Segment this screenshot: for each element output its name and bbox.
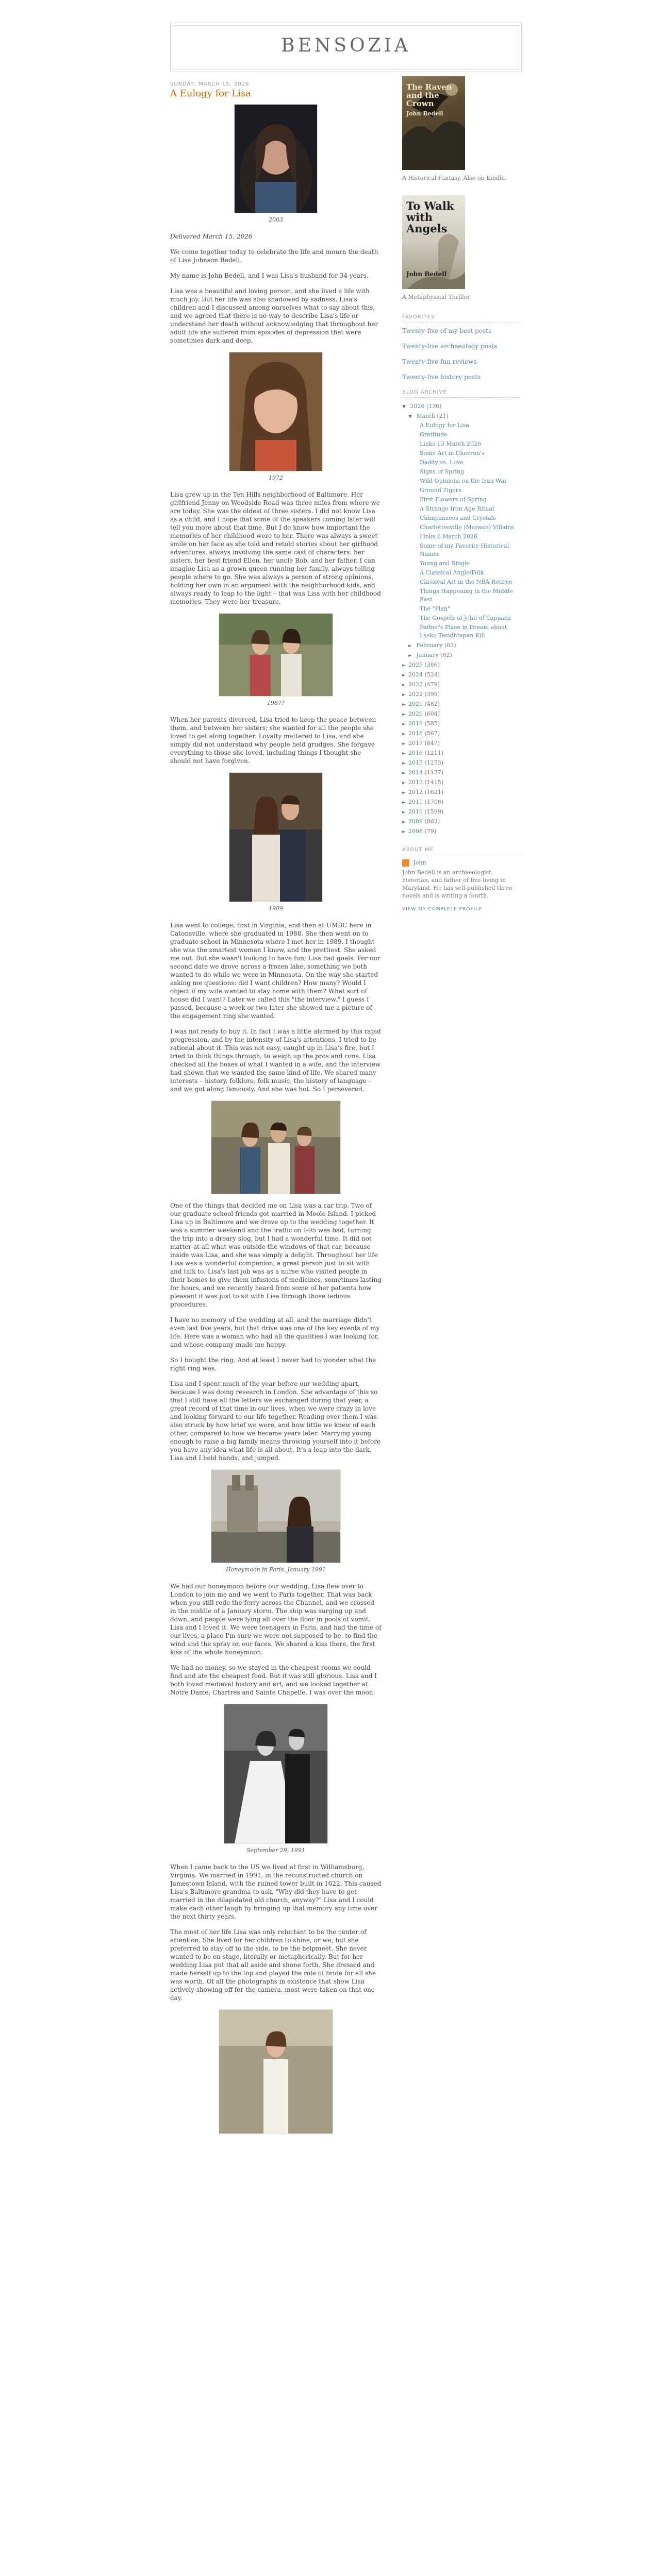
- post-paragraph: Lisa went to college, first in Virginia, and then at UMBC here in Catonsville, where she graduated in 1988. She then went on to graduate school in Minnesota where I met her in 1989. I thought she was the smartest woman I knew, and the prettiest. She asked me out. But she wasn't looking to have fun; Lisa had goals. For our second date we drove across a frozen lake, something we both wanted to do while we were in Minnesota. On the way she started asking me questions: did I want children? How many? Would I object if my wife wanted to stay home with them? What sort of house did I want? Later we called this "the interview." I guess I passed, because a week or two later she showed me a picture of the engagement ring she wanted.: [170, 922, 380, 1020]
- archive-month-link[interactable]: February: [416, 642, 443, 649]
- archive-month[interactable]: [402, 651, 521, 660]
- about-text: John Bedell is an archaeologist, historian, and father of five living in Maryland. He has self-published three novels and is writing a fourth.: [402, 869, 512, 899]
- archive-post-link[interactable]: A Classical Angle/Folk: [420, 569, 484, 576]
- archive-post-link[interactable]: Classical Art in the NBA Retiree: [420, 579, 512, 585]
- archive-post-link[interactable]: Things Happening in the Middle East: [420, 588, 513, 603]
- post-title[interactable]: A Eulogy for Lisa: [170, 88, 251, 99]
- archive-count: (567): [424, 730, 440, 737]
- archive-year-link[interactable]: 2017: [408, 740, 423, 747]
- book-author: John Bedell: [406, 110, 443, 117]
- archive-year[interactable]: [402, 758, 521, 768]
- triangle-right-icon[interactable]: ►: [402, 702, 406, 707]
- archive-count: (62): [440, 652, 452, 658]
- triangle-right-icon[interactable]: ►: [402, 673, 406, 678]
- post-paragraph: We come together today to celebrate the life and mourn the death of Lisa Johnson Bedell.: [170, 248, 378, 264]
- archive-month-current[interactable]: [402, 412, 521, 421]
- archive-post-link[interactable]: Some of my Favorite Historical Names: [420, 543, 509, 557]
- triangle-right-icon[interactable]: ►: [402, 800, 406, 805]
- archive-year-link[interactable]: 2019: [408, 720, 423, 727]
- triangle-down-icon[interactable]: ▼: [408, 414, 412, 419]
- post-paragraph: I have no memory of the wedding at all, and the marriage didn't even last five years, but that drive was one of the key events of my life. Here was a woman who had all the qualities I was looking for, and whose company made me happy.: [170, 1316, 380, 1348]
- book-description: A Historical Fantasy. Also on Kindle.: [402, 175, 507, 181]
- triangle-right-icon[interactable]: ►: [402, 751, 406, 756]
- post-photo[interactable]: [234, 104, 318, 213]
- favorite-link[interactable]: Twenty-five of my best posts: [402, 327, 492, 334]
- archive-count: (1273): [424, 759, 444, 766]
- post-photo[interactable]: [219, 2009, 333, 2134]
- wedding-photo-art: [224, 1704, 327, 1843]
- archive-count: (479): [424, 681, 440, 688]
- triangle-right-icon[interactable]: ►: [402, 781, 406, 786]
- archive-post-link[interactable]: Links 6 March 2026: [420, 533, 478, 540]
- photo-caption: 1987?: [267, 700, 285, 706]
- profile-link[interactable]: VIEW MY COMPLETE PROFILE: [402, 907, 482, 912]
- photo-caption-spacer: [170, 1194, 382, 1196]
- triangle-right-icon[interactable]: ►: [402, 712, 406, 717]
- archive-post-link[interactable]: A Eulogy for Lisa: [420, 422, 469, 429]
- portrait-photo-art: [235, 105, 317, 213]
- triangle-right-icon[interactable]: ►: [402, 790, 406, 795]
- archive-post-link[interactable]: Gratitude: [420, 431, 448, 438]
- blog-header-inner: [173, 25, 519, 70]
- triangle-right-icon[interactable]: ►: [402, 692, 406, 698]
- archive-year-link[interactable]: 2010: [408, 808, 423, 815]
- archive-post-list: [402, 421, 521, 640]
- archive-heading: BLOG ARCHIVE: [402, 389, 521, 398]
- archive-year[interactable]: [402, 739, 521, 749]
- archive-count: (1415): [424, 779, 444, 786]
- triangle-right-icon[interactable]: ►: [402, 771, 406, 776]
- post-photo[interactable]: [229, 772, 323, 902]
- book-title: The Raven and the Crown: [406, 82, 452, 108]
- delivered-note: Delivered March 15, 2026: [170, 233, 253, 240]
- archive-post-link[interactable]: Young and Single: [420, 560, 470, 567]
- photo-caption: September 29, 1991: [246, 1847, 305, 1854]
- archive-post-link[interactable]: Links 13 March 2026: [420, 440, 482, 447]
- archive-year[interactable]: [402, 827, 521, 837]
- archive-year[interactable]: [402, 798, 521, 807]
- archive-year-link[interactable]: 2008: [408, 828, 423, 835]
- archive-year-link[interactable]: 2015: [408, 759, 423, 766]
- archive-year-link[interactable]: 2016: [408, 750, 423, 756]
- archive-year[interactable]: [402, 660, 521, 670]
- archive-post-link[interactable]: Chimpanzees and Crystals: [420, 515, 496, 521]
- post-photo[interactable]: [211, 1100, 341, 1194]
- post-paragraph: When I came back to the US we lived at first in Williamsburg, Virginia. We married in 1991, in the reconstructed church on Jamestown Island, with the ruined tower built in 1622. This caused Lisa's Baltimore grandma to ask, "Why did they have to get married in the dilapidated old church, anyway?" Lisa and I could make each other laugh by bringing up that memory any time over the next thirty years.: [170, 1863, 382, 1920]
- blog-title-link[interactable]: BENSOZIA: [281, 35, 411, 56]
- archive-count: (847): [424, 740, 440, 747]
- archive-count: (1621): [424, 789, 444, 795]
- archive-count: (524): [424, 671, 440, 678]
- archive-year-current[interactable]: [402, 402, 521, 412]
- archive-year-list: [402, 660, 521, 837]
- archive-year[interactable]: [402, 700, 521, 709]
- family-photo-art: [219, 2010, 333, 2133]
- post-photo[interactable]: [211, 1469, 341, 1563]
- archive-count: (136): [426, 403, 442, 410]
- triangle-right-icon[interactable]: ►: [402, 810, 406, 815]
- archive-year-link[interactable]: 2009: [408, 818, 423, 825]
- post-paragraph: So I bought the ring. And at least I never had to wonder what the right ring was.: [170, 1357, 376, 1372]
- group-photo-art: [211, 1101, 340, 1194]
- favorites-heading: FAVORITES: [402, 314, 521, 323]
- archive-year-link[interactable]: 2026: [410, 403, 425, 410]
- favorite-link[interactable]: Twenty-five fun reviews: [402, 358, 477, 365]
- archive-count: (386): [424, 662, 440, 668]
- archive-year-link[interactable]: 2021: [408, 701, 423, 707]
- book-title: To Walk with Angels: [406, 199, 454, 235]
- about-header: [402, 859, 521, 867]
- archive-year[interactable]: [402, 680, 521, 690]
- favorite-link[interactable]: Twenty-five history posts: [402, 374, 481, 381]
- archive-count: (21): [437, 413, 449, 419]
- post-paragraph: The most of her life Lisa was only reluctant to be the center of attention. She lived for her children to shine, or we, but she preferred to stay off to the side, to be the helpmeet. She never wanted to be on stage, literally or metaphorically. But for her wedding Lisa put that all aside and shone forth. She dressed and made herself up to the top and played the role of bride for all she was worth. Of all the photographs in existence that show Lisa actively showing off for the camera, most were taken on that one day.: [170, 1928, 376, 2002]
- post-paragraph: One of the things that decided me on Lisa was a car trip. Two of our graduate school friends got married in Moole Island. I picked Lisa up in Baltimore and we drove up to the wedding together. It was a summer weekend and the traffic on I-95 was bad, turning the trip into a dreary slog, but I had a wonderful time. It did not matter at all what was outside the windows of that car, because inside was Lisa, and she was simply a delight. Throughout her life Lisa was a wonderful companion, a great person just to sit with and talk to. Lisa's last job was as a nurse who visited people in their homes to give them infusions of medicines, sometimes lasting for hours, and we recently heard from some of her patients how pleasant it was just to sit with Lisa through those tedious procedures.: [170, 1202, 382, 1308]
- post-paragraph: When her parents divorced, Lisa tried to keep the peace between them, and between her sisters; she wanted for all the people she loved to get along together. Loyalty mattered to Lisa, and she simply did not understand why people held grudges. She forgave everything to those she loved, including things I thought she should not have forgiven.: [170, 716, 376, 765]
- triangle-right-icon[interactable]: ►: [402, 761, 406, 766]
- archive-year[interactable]: [402, 690, 521, 700]
- photo-caption: 2003: [269, 216, 283, 223]
- archive-post-link[interactable]: Some Art in Chevron's: [420, 450, 485, 456]
- blog-header: [170, 23, 522, 72]
- sisters-photo-art: [219, 614, 333, 696]
- archive-post-link[interactable]: Signs of Spring: [420, 468, 464, 475]
- favorite-link[interactable]: Twenty-five archaeology posts: [402, 343, 498, 350]
- archive-year-link[interactable]: 2020: [408, 710, 423, 717]
- post-paragraph: Lisa was a beautiful and loving person, and she lived a life with much joy. But her life was also shadowed by sadness. Lisa's children and I discussed among ourselves what to say about this, and we agreed that there is no way to describe Lisa's life or understand her death without acknowledging that throughout her adult life she suffered from episodes of depression that were sometimes dark and deep.: [170, 287, 378, 344]
- book-author: John Bedell: [406, 270, 447, 278]
- post-paragraph: I was not ready to buy it. In fact I was a little alarmed by this rapid progression, and by the intensity of Lisa's attentions. I tried to be rational about it. This was not easy, caught up in Lisa's fire, but I tried to think things through, to weigh up the pros and cons. Lisa checked all the boxes of what I wanted in a wife, and the interview had shown that we wanted the same kind of life. We shared many interests – history, folklore, folk music, the history of language – and we got along famously. And she was hot. So I persevered.: [170, 1028, 381, 1093]
- post-photo[interactable]: [224, 1704, 328, 1844]
- archive-year-link[interactable]: 2023: [408, 681, 423, 688]
- archive-post-link[interactable]: Wild Opinions on the Iran War: [420, 478, 507, 484]
- triangle-right-icon[interactable]: ►: [402, 663, 406, 668]
- photo-caption: Honeymoon in Paris, January 1991: [226, 1566, 326, 1573]
- archive-year[interactable]: [402, 788, 521, 798]
- archive-year-link[interactable]: 2013: [408, 779, 423, 786]
- main-column: [170, 76, 382, 2134]
- archive-month[interactable]: [402, 641, 521, 651]
- archive-year[interactable]: [402, 768, 521, 778]
- post-paragraph: We had our honeymoon before our wedding. Lisa flew over to London to join me and we went to Paris together. That was back when you still rode the ferry across the Channel, and we crossed in the middle of a January storm. The ship was surging up and down, and people were lying all over the floor in pools of vomit. Lisa and I loved it. We were teenagers in Paris, and had the time of our lives, a place I'm sure we were not supposed to be, to find the wind and the spray on our faces. We shared a kiss there, the first kiss of the whole honeymoon.: [170, 1583, 382, 1656]
- triangle-down-icon[interactable]: ▼: [402, 404, 406, 410]
- archive-month-link[interactable]: March: [416, 413, 435, 419]
- archive-count: (79): [424, 828, 437, 835]
- archive-post-link[interactable]: The Gospels of John of Tuppanz: [420, 615, 511, 621]
- photo-caption: 1989: [269, 905, 283, 912]
- archive-count: (63): [444, 642, 456, 649]
- triangle-right-icon[interactable]: ►: [402, 829, 406, 835]
- archive-year[interactable]: [402, 778, 521, 788]
- sidebar: [402, 76, 521, 912]
- archive-count: (1706): [424, 799, 444, 805]
- archive-post-link[interactable]: Father's Place in Dream about Lasko Tasidhtapan Kill: [420, 624, 507, 639]
- photo-caption: 1972: [269, 474, 283, 481]
- archive-count: (1599): [424, 808, 444, 815]
- triangle-right-icon[interactable]: ►: [402, 741, 406, 747]
- archive-year[interactable]: [402, 817, 521, 827]
- archive-count: (1211): [424, 750, 444, 756]
- book-cover-raven[interactable]: [402, 76, 465, 170]
- archive-count: (585): [424, 720, 440, 727]
- archive-count: (1177): [424, 769, 444, 776]
- triangle-right-icon[interactable]: ►: [402, 683, 406, 688]
- archive-post-link[interactable]: Ground Tigers: [420, 487, 461, 494]
- paris-photo-art: [211, 1470, 340, 1563]
- post-paragraph: My name is John Bedell, and I was Lisa's husband for 34 years.: [170, 272, 369, 279]
- archive-year-link[interactable]: 2025: [408, 662, 423, 668]
- book-description: A Metaphysical Thriller: [402, 294, 470, 300]
- archive-year[interactable]: [402, 749, 521, 758]
- archive-post-link[interactable]: Charlottesville (Marasis) Villains: [420, 524, 514, 531]
- archive-year-link[interactable]: 2024: [408, 671, 423, 678]
- archive-count: (604): [424, 710, 440, 717]
- archive-year[interactable]: [402, 807, 521, 817]
- archive-year[interactable]: [402, 670, 521, 680]
- archive-count: (863): [424, 818, 440, 825]
- about-heading: ABOUT ME: [402, 847, 521, 855]
- archive-month-link[interactable]: January: [416, 652, 439, 658]
- archive-year-link[interactable]: 2022: [408, 691, 423, 698]
- triangle-right-icon[interactable]: ►: [402, 732, 406, 737]
- archive-post-link[interactable]: The "Plan": [420, 605, 451, 612]
- archive-year-link[interactable]: 2012: [408, 789, 423, 795]
- archive-post-link[interactable]: Daddy vs. Love: [420, 459, 464, 466]
- child-photo-art: [229, 352, 322, 471]
- archive-year[interactable]: [402, 709, 521, 719]
- archive-count: (399): [424, 691, 440, 698]
- couple-photo-art: [229, 773, 322, 902]
- post-paragraph: Lisa grew up in the Ten Hills neighborhood of Baltimore. Her girlfriend Jenny on Woodside Road was three miles from where we are today. She was the oldest of three sisters. I did not know Lisa as a child, and I hope that some of the speakers coming later will tell you more about that time. But I do know how important the memories of her childhood were to her. There was always a sweet smile on her face as she told and retold stories about her girlhood adventures, always involving the same cast of characters: her sisters, her best friend Ellen, her uncle Bob, and her father. I can imagine Lisa as a grown queen running her family, always telling people where to go. She was always a person of strong opinions, holding her own in an argument with the neighborhood kids, and always ready to leap to the light – that was Lisa with her childhood memories. They were her treasure.: [170, 491, 381, 605]
- post-paragraph: We had no money, so we stayed in the cheapest rooms we could find and ate the cheapest food. But it was still glorious. Lisa and I both loved medieval history and art, and we looked together at Notre Dame, Chartres and Sainte Chapelle. I was over the moon.: [170, 1664, 377, 1696]
- archive-year-link[interactable]: 2014: [408, 769, 423, 776]
- archive-count: (482): [424, 701, 440, 707]
- post-paragraph: Lisa and I spent much of the year before our wedding apart, because I was doing research in London. She advantage of this so that I still have all the letters we exchanged during that year, a great record of that time in our lives, when we were crazy in love and looking forward to our life together. Reading over them I was also struck by how brief we were, and how little we knew of each other, compared to how we became years later. Marrying young enough to raise a big family means throwing yourself into it before you have any idea what life is all about. It's a leap into the dark. Lisa and I held hands, and jumped.: [170, 1380, 381, 1462]
- triangle-right-icon[interactable]: ►: [402, 722, 406, 727]
- archive-year-link[interactable]: 2018: [408, 730, 423, 737]
- archive-post-link[interactable]: A Strange Iron Age Ritual: [420, 505, 494, 512]
- triangle-right-icon[interactable]: ►: [402, 820, 406, 825]
- profile-icon[interactable]: [402, 859, 409, 867]
- archive-year-link[interactable]: 2011: [408, 799, 423, 805]
- profile-name-link[interactable]: John: [413, 859, 426, 866]
- triangle-right-icon[interactable]: ►: [408, 643, 412, 649]
- book-cover-angels[interactable]: [402, 195, 465, 289]
- archive-year[interactable]: [402, 719, 521, 729]
- post-photo[interactable]: [219, 613, 333, 697]
- archive-year[interactable]: [402, 729, 521, 739]
- archive-post-link[interactable]: First Flowers of Spring: [420, 496, 487, 503]
- date-header: SUNDAY, MARCH 15, 2026: [170, 81, 250, 87]
- post-photo[interactable]: [229, 352, 323, 471]
- triangle-right-icon[interactable]: ►: [408, 653, 412, 658]
